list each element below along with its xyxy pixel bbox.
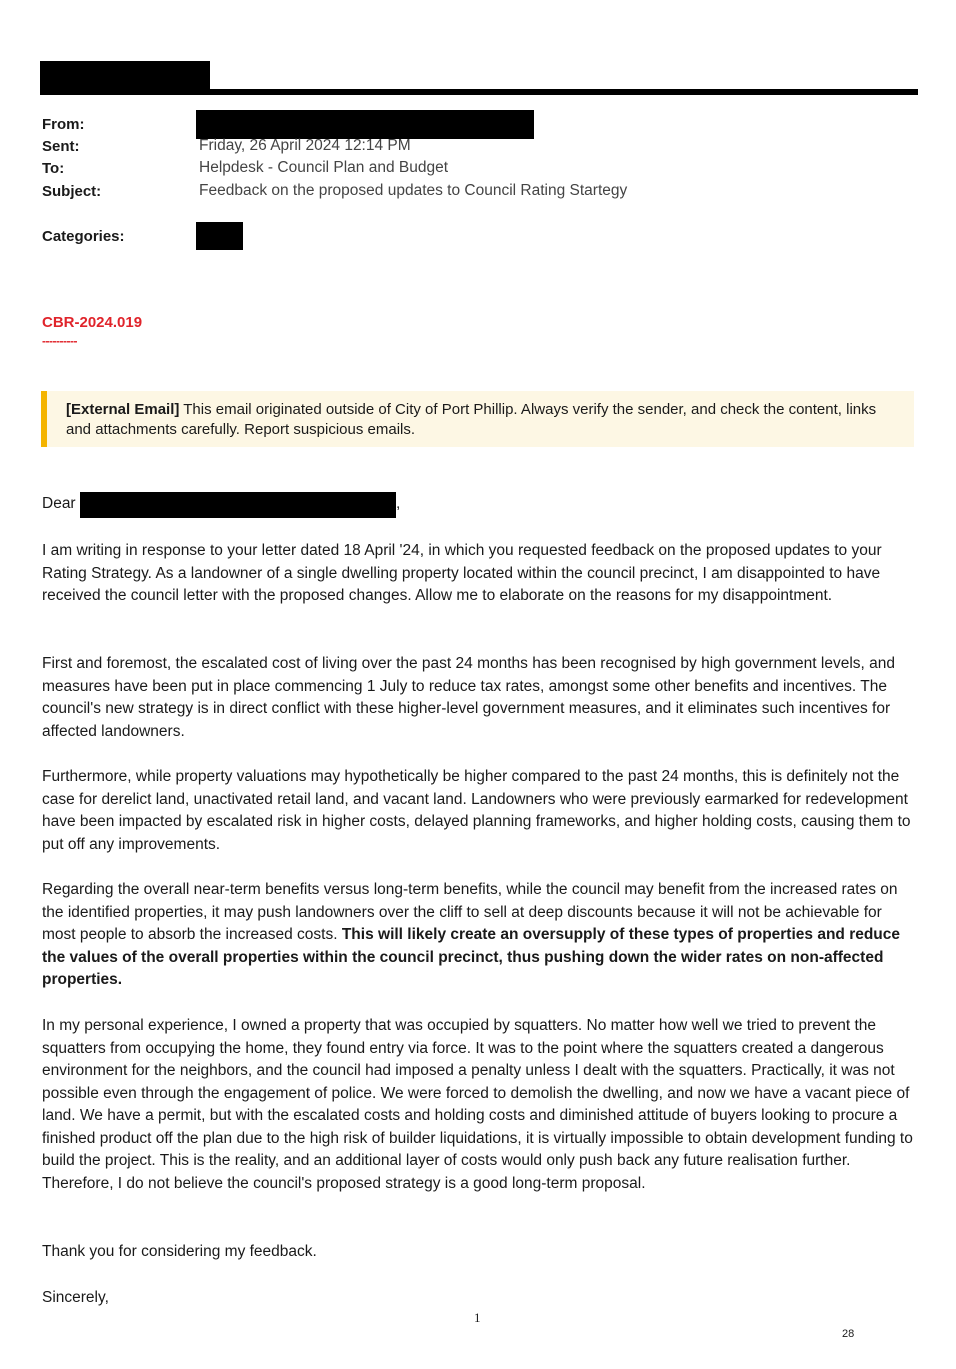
- banner-text: [66, 400, 901, 440]
- from-label: From:: [42, 116, 85, 133]
- paragraph-1: I am writing in response to your letter dated 18 April '24, in which you requested feedback on the proposed updates to your Rating Strategy. As a landowner of a single dwelling property located within the council precinct, I am disappointed to have received the council letter with the proposed changes. Allow me to elaborate on the reasons for my disappointment.: [42, 542, 882, 604]
- paragraph-3: Furthermore, while property valuations may hypothetically be higher compared to the past 24 months, this is definitely not the case for derelict land, unactivated retail land, and vacant land. Landowners who were previously earmarked for redevelopment have been impacted by escalated risk in higher costs, delayed planning frameworks, and higher holding costs, causing them to put off any improvements.: [42, 768, 911, 853]
- redacted-from-value: [196, 110, 534, 139]
- closing-line: Sincerely,: [42, 1289, 109, 1306]
- banner-strong: [External Email]: [66, 401, 180, 418]
- reference-dashes: ----------: [42, 334, 77, 348]
- categories-label: Categories:: [42, 228, 125, 245]
- paragraph-4: [42, 879, 914, 992]
- external-email-banner: [41, 391, 914, 447]
- thanks-line: Thank you for considering my feedback.: [42, 1243, 317, 1260]
- reference-code: CBR-2024.019: [42, 314, 143, 331]
- salutation-comma: ,: [396, 495, 401, 512]
- to-value: Helpdesk - Council Plan and Budget: [199, 159, 449, 176]
- page-number: 1: [474, 1310, 481, 1325]
- sent-value: Friday, 26 April 2024 12:14 PM: [199, 137, 411, 154]
- header-rule: [40, 89, 918, 95]
- redacted-categories-value: [196, 222, 243, 250]
- salutation: Dear: [42, 495, 76, 512]
- banner-message: This email originated outside of City of Port Phillip. Always verify the sender, and check the content, links and attachments carefully. Report suspicious emails.: [66, 401, 877, 438]
- sent-label: Sent:: [42, 138, 80, 155]
- paragraph-2: First and foremost, the escalated cost of living over the past 24 months has been recognised by high government levels, and measures have been put in place commencing 1 July to reduce tax rates, amongst some other benefits and incentives. The council's new strategy is in direct conflict with these higher-level government measures, and it eliminates such incentives for affected landowners.: [42, 655, 895, 740]
- paragraph-4-normal: Regarding the overall near-term benefits versus long-term benefits, while the council may benefit from the increased rates on the identified properties, it may push landowners over the cliff to sell at deep discounts because it will not be achievable for most people to absorb the increased costs.: [42, 881, 898, 943]
- to-label: To:: [42, 160, 65, 177]
- subject-label: Subject:: [42, 183, 102, 200]
- document-page-number: 28: [842, 1328, 855, 1340]
- paragraph-4-bold: This will likely create an oversupply of these types of properties and reduce the values of the overall properties within the council precinct, thus pushing down the wider rates on non-affected properties.: [42, 926, 901, 988]
- redacted-recipient-name: [80, 492, 396, 518]
- subject-value: Feedback on the proposed updates to Council Rating Startegy: [199, 182, 628, 199]
- paragraph-5: In my personal experience, I owned a property that was occupied by squatters. No matter how well we tried to prevent the squatters from occupying the home, they found entry via force. It was to the point where the squatters created a dangerous environment for the neighbors, and the council had imposed a penalty unless I dealt with the squatters. Practically, it was not possible even through the engagement of police. We were forced to demolish the dwelling, and now we have a vacant piece of land. We have a permit, but with the escalated costs and holding costs and diminished attitude of buyers looking to procure a finished product off the plan due to the high risk of builder liquidations, it is virtually impossible to obtain development funding to build the project. This is the reality, and an additional layer of costs would only push back any future realisation further. Therefore, I do not believe the council's proposed strategy is a good long-term proposal.: [42, 1017, 913, 1192]
